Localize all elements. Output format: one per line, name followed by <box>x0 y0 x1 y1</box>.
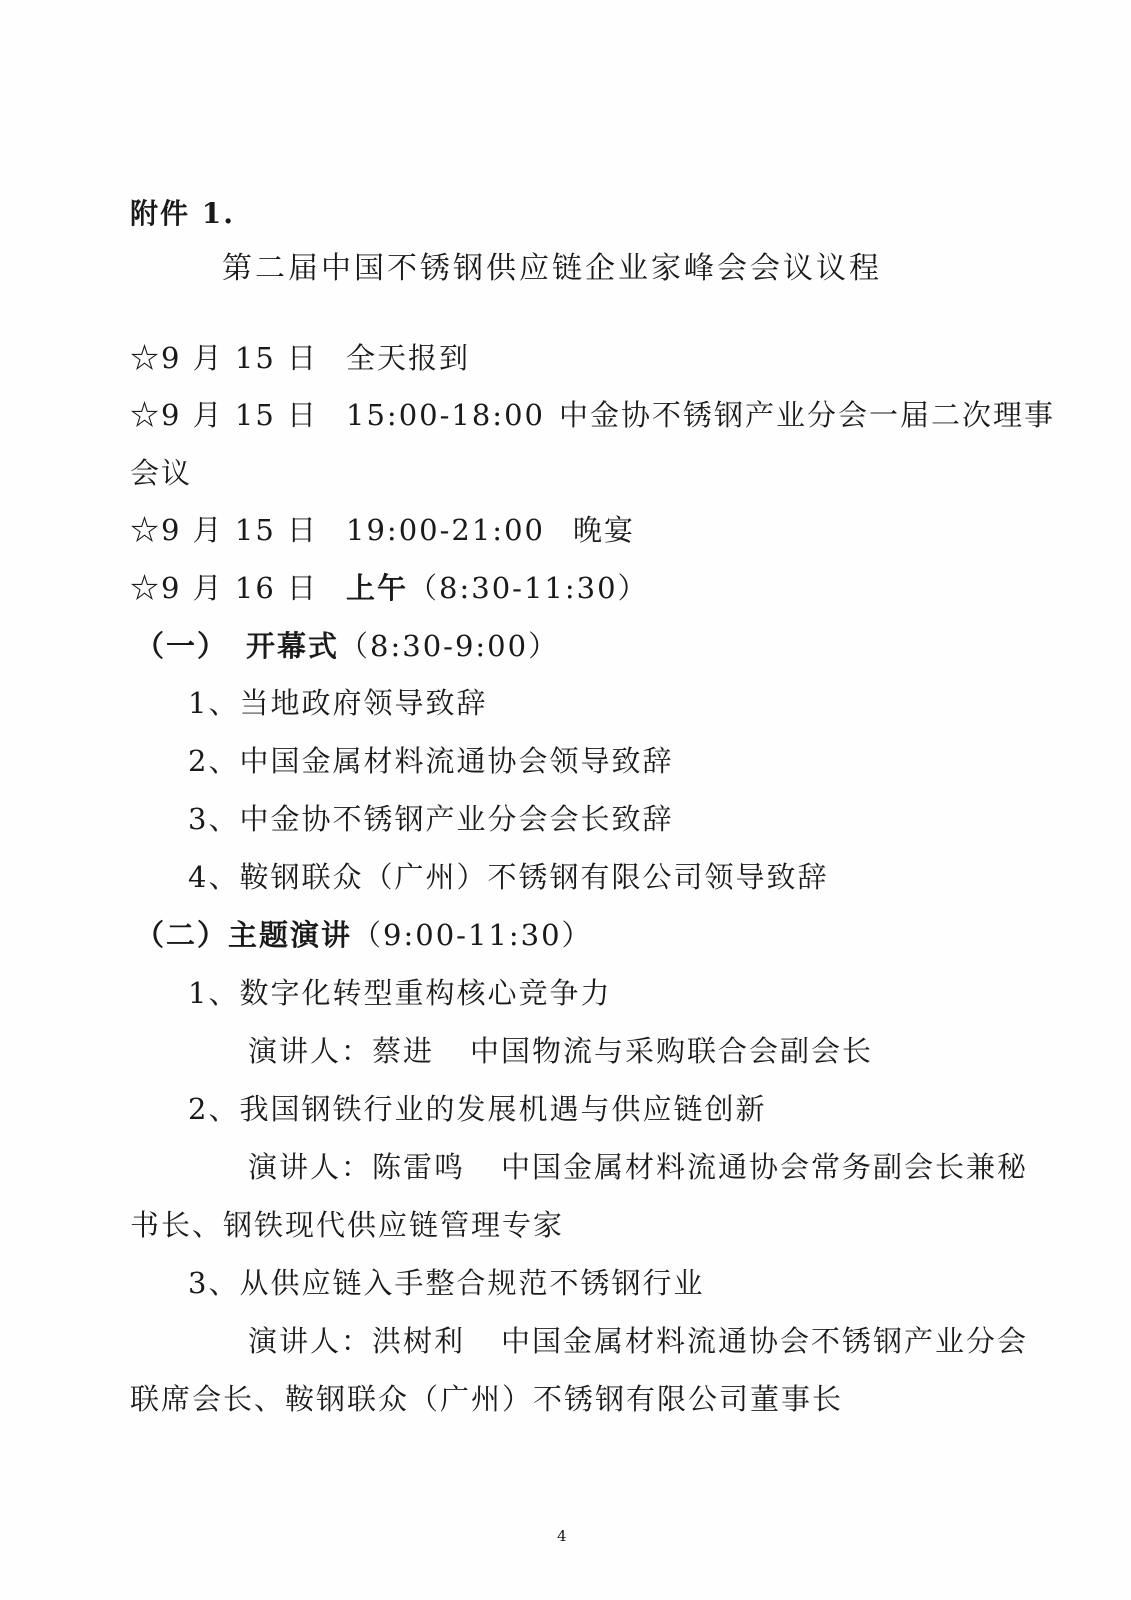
schedule-event: 晚宴 <box>572 513 635 547</box>
section-keynote-heading <box>135 917 593 953</box>
list-item: 3、中金协不锈钢产业分会会长致辞 <box>188 802 674 836</box>
schedule-session: 上午 <box>346 571 409 605</box>
section-label: （一） <box>135 629 229 663</box>
schedule-date: 9 月 16 日 <box>161 571 319 605</box>
talk-speaker <box>248 1323 1028 1359</box>
section-time: （8:30-9:00） <box>339 629 560 663</box>
speaker-title: 中国金属材料流通协会不锈钢产业分会 <box>501 1324 1029 1358</box>
schedule-item-1 <box>130 340 470 376</box>
page-number: 4 <box>557 1527 567 1545</box>
star-icon: ☆ <box>130 571 162 605</box>
schedule-item-2-continued: 会议 <box>130 456 193 490</box>
list-item: 1、当地政府领导致辞 <box>188 686 488 720</box>
speaker-label: 演讲人： <box>248 1324 373 1358</box>
speaker-title-continued: 联席会长、鞍钢联众（广州）不锈钢有限公司董事长 <box>130 1382 844 1416</box>
schedule-date: 9 月 15 日 <box>161 398 319 432</box>
schedule-time: 19:00-21:00 <box>346 513 545 547</box>
schedule-time: 15:00-18:00 <box>346 398 545 432</box>
section-title: 开幕式 <box>246 629 340 663</box>
speaker-name: 洪树利 <box>372 1324 466 1358</box>
talk-topic: 1、数字化转型重构核心竞争力 <box>188 976 612 1010</box>
schedule-item-2 <box>130 397 1055 433</box>
speaker-title: 中国金属材料流通协会常务副会长兼秘 <box>501 1150 1029 1184</box>
section-title: 主题演讲 <box>228 918 353 952</box>
speaker-name: 陈雷鸣 <box>372 1150 466 1184</box>
talk-topic: 2、我国钢铁行业的发展机遇与供应链创新 <box>188 1092 767 1126</box>
document-title: 第二届中国不锈钢供应链企业家峰会会议议程 <box>222 251 882 286</box>
talk-speaker <box>248 1033 873 1069</box>
schedule-date: 9 月 15 日 <box>161 513 319 547</box>
list-item: 2、中国金属材料流通协会领导致辞 <box>188 744 674 778</box>
schedule-time: （8:30-11:30） <box>408 571 649 605</box>
schedule-date: 9 月 15 日 <box>161 341 319 375</box>
section-opening-heading <box>135 628 559 664</box>
schedule-event: 全天报到 <box>346 341 471 375</box>
schedule-item-4 <box>130 570 649 606</box>
talk-topic: 3、从供应链入手整合规范不锈钢行业 <box>188 1266 705 1300</box>
speaker-label: 演讲人： <box>248 1034 373 1068</box>
talk-speaker <box>248 1149 1028 1185</box>
schedule-item-3 <box>130 512 635 548</box>
star-icon: ☆ <box>130 398 162 432</box>
section-label: （二） <box>135 918 229 952</box>
list-item: 4、鞍钢联众（广州）不锈钢有限公司领导致辞 <box>188 860 829 894</box>
star-icon: ☆ <box>130 513 162 547</box>
section-time: （9:00-11:30） <box>352 918 593 952</box>
star-icon: ☆ <box>130 341 162 375</box>
speaker-label: 演讲人： <box>248 1150 373 1184</box>
speaker-name: 蔡进 <box>372 1034 435 1068</box>
schedule-event: 中金协不锈钢产业分会一届二次理事 <box>558 398 1055 432</box>
speaker-title: 中国物流与采购联合会副会长 <box>470 1034 874 1068</box>
attachment-label: 附件 1. <box>130 197 235 230</box>
speaker-title-continued: 书长、钢铁现代供应链管理专家 <box>130 1208 565 1242</box>
